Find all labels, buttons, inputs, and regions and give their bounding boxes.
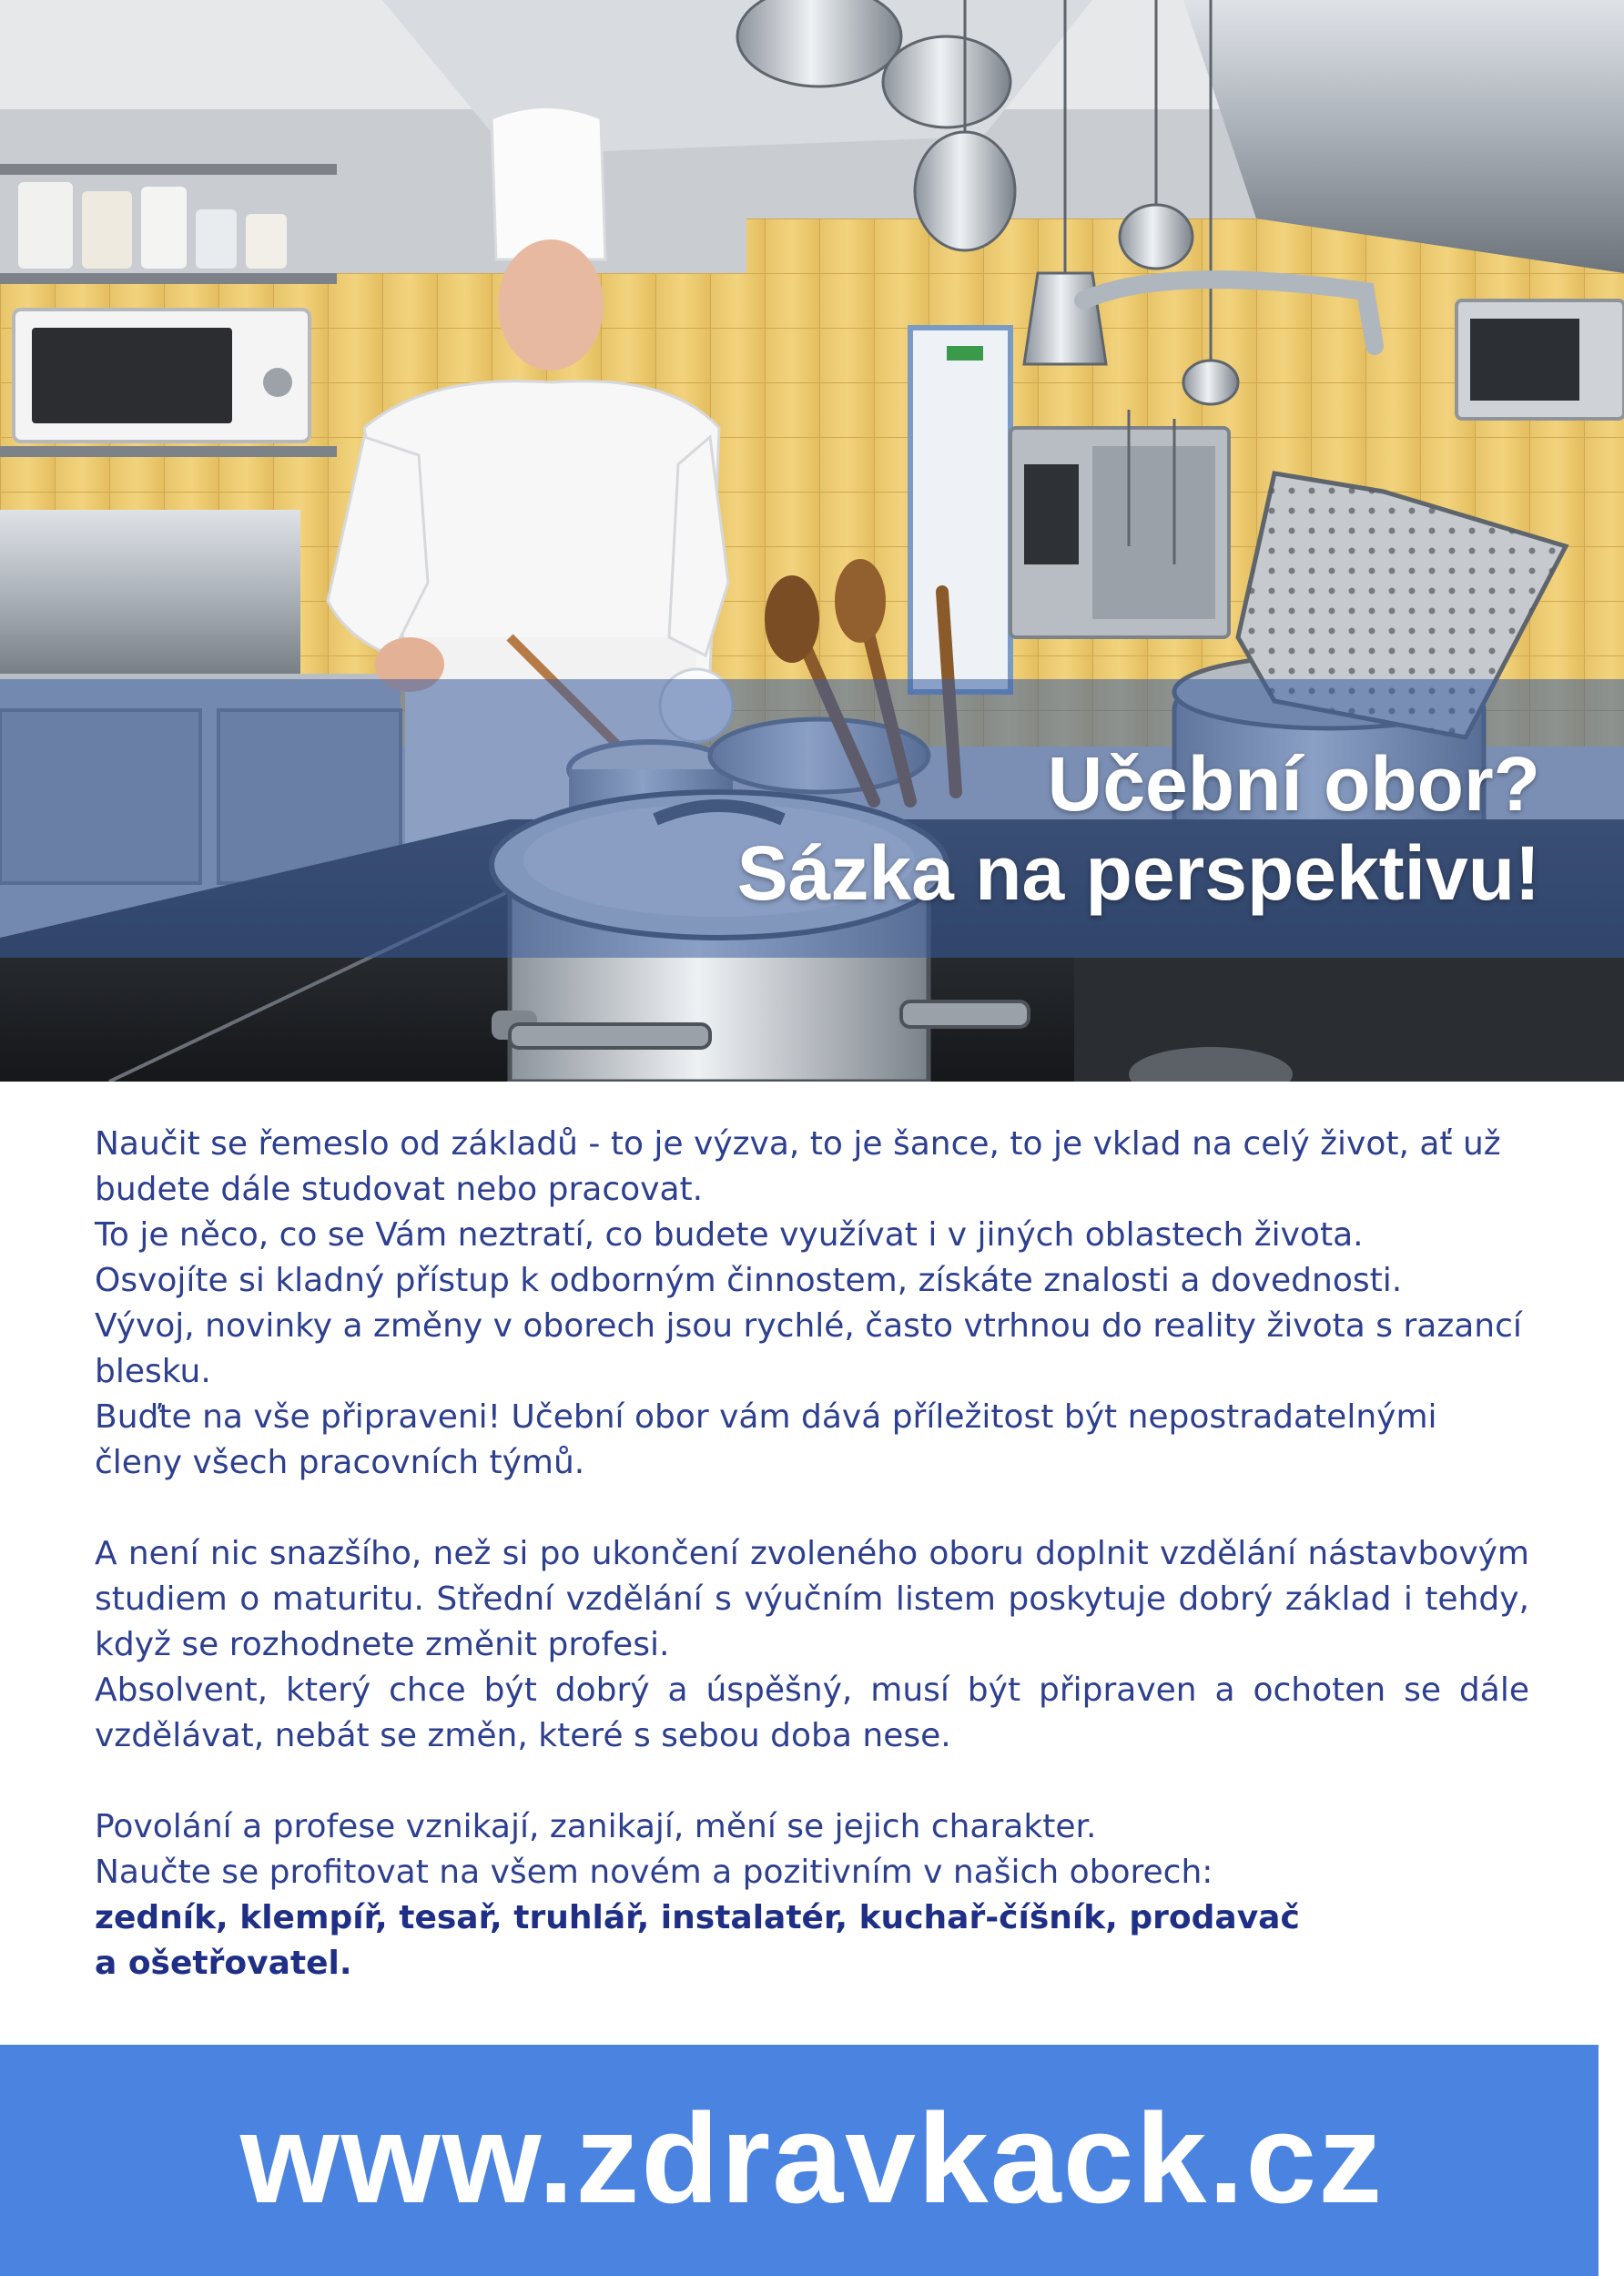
paragraph-professions: Povolání a profese vznikají, zanikají, mění se jejich charakter. (95, 1808, 1097, 1845)
headline-line-1: Učební obor? (1047, 741, 1540, 827)
trades-list-line-1: zedník, klempíř, tesař, truhlář, instalatér, kuchař-číšník, prodavač (95, 1899, 1300, 1936)
paragraph-profit: Naučte se profitovat na všem novém a pozitivním v našich oborech: (95, 1854, 1213, 1891)
paragraph-be-ready: Buďte na vše připraveni! Učební obor vám dává příležitost být nepostradatelnými členy všech pracovních týmů. (95, 1398, 1437, 1481)
paragraph-graduate: Absolvent, který chce být dobrý a úspěšný, musí být připraven a ochoten se dále vzdělávat, nebát se změn, které s sebou doba nese. (95, 1671, 1529, 1754)
paragraph-approach: Osvojíte si kladný přístup k odborným činnostem, získáte znalosti a dovednosti. (95, 1262, 1403, 1299)
paragraph-maturita: A není nic snazšího, než si po ukončení zvoleného oboru doplnit vzdělání nástavbovým studiem o maturitu. Střední vzdělání s výučním listem poskytuje dobrý základ i tehdy, když se rozhodnete změnit profesi. (95, 1535, 1529, 1663)
spacer (95, 1759, 1529, 1804)
headline (737, 739, 1540, 918)
website-link[interactable]: www.zdravkack.cz (239, 2087, 1385, 2230)
paragraph-development: Vývoj, novinky a změny v oborech jsou rychlé, často vtrhnou do reality života s razancí blesku. (95, 1307, 1522, 1390)
trades-list-line-2: a ošetřovatel. (95, 1945, 352, 1982)
headline-line-2: Sázka na perspektivu! (736, 830, 1540, 916)
body-text (95, 1122, 1529, 1986)
paragraph-not-lost: To je něco, co se Vám neztratí, co budete využívat i v jiných oblastech života. (95, 1216, 1364, 1254)
paragraph-intro: Naučit se řemeslo od základů - to je výzva, to je šance, to je vklad na celý život, ať už budete dále studovat nebo pracovat. (95, 1125, 1501, 1208)
spacer (95, 1486, 1529, 1531)
